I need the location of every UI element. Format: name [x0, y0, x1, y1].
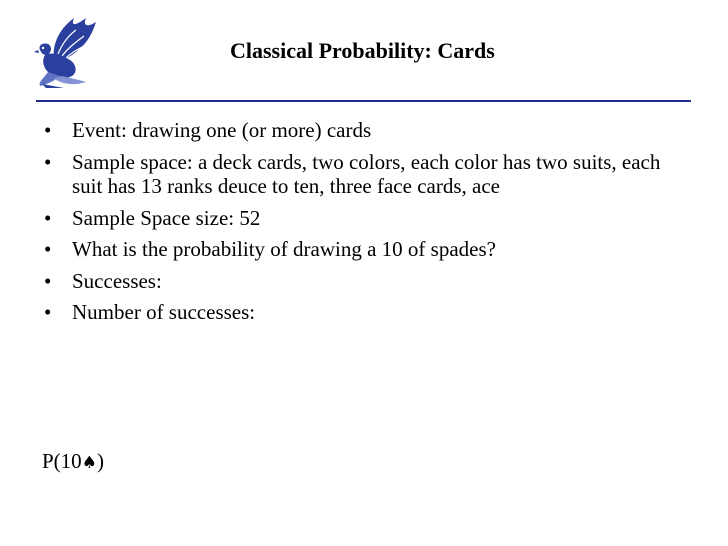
title-divider: [36, 100, 691, 102]
bullet-text: Number of successes:: [72, 300, 256, 324]
bullet-text: Successes:: [72, 268, 162, 293]
bullet-item-question: [44, 237, 694, 262]
bullet-list: [44, 118, 694, 332]
bullet-dot-icon: •: [44, 300, 52, 324]
bullet-text: Sample space: a deck cards, two colors, each color has two suits, each suit has 13 ranks deuce to ten, three face cards, ace: [72, 149, 661, 198]
bullet-text: Event: drawing one (or more) cards: [72, 118, 372, 142]
probability-formula: [42, 449, 104, 474]
bullet-dot-icon: •: [44, 118, 52, 142]
bullet-dot-icon: •: [44, 149, 52, 174]
bullet-dot-icon: •: [44, 205, 52, 230]
slide-title: Classical Probability: Cards: [230, 38, 495, 63]
formula-suffix: ): [96, 449, 104, 473]
bullet-item-successes: [44, 269, 694, 294]
bullet-item-event: [44, 118, 694, 143]
bullet-text: What is the probability of drawing a 10 of spades?: [72, 237, 496, 261]
bullet-text: Sample Space size: 52: [72, 205, 261, 230]
formula-prefix: P(10: [42, 449, 82, 473]
bullet-item-sample-space-size: [44, 206, 694, 231]
spade-icon: ♠: [81, 453, 97, 473]
bullet-dot-icon: •: [44, 268, 52, 293]
bullet-item-sample-space: [44, 150, 694, 199]
bullet-item-number-of-successes: [44, 300, 694, 325]
bullet-dot-icon: •: [44, 237, 52, 261]
eagle-logo-icon: [34, 14, 100, 90]
